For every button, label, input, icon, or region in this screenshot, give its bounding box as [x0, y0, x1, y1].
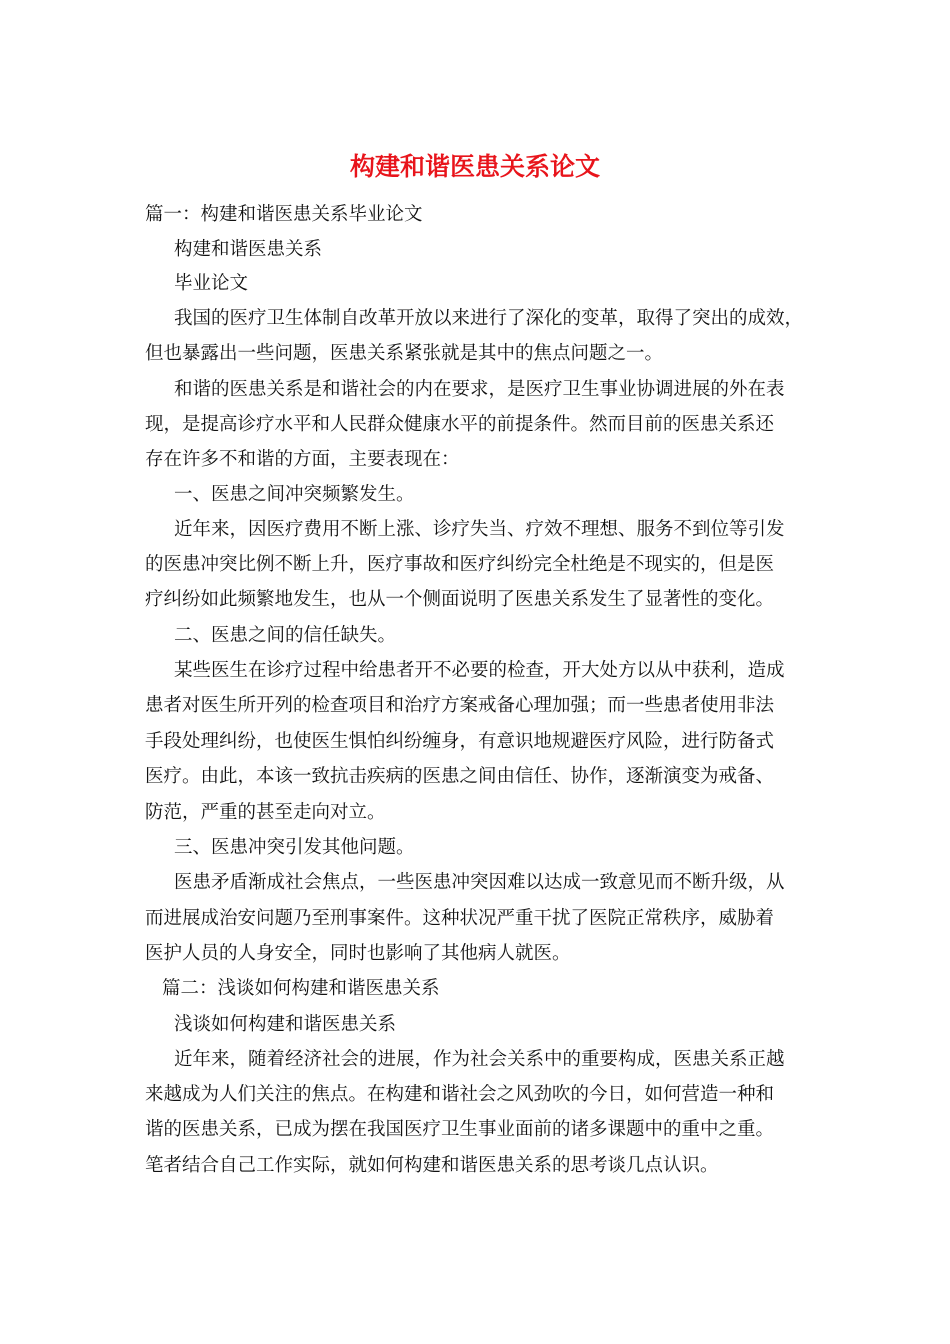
paragraph-line: 谐的医患关系，已成为摆在我国医疗卫生事业面前的诸多课题中的重中之重。 [145, 1119, 775, 1140]
paragraph-line: 和谐的医患关系是和谐社会的内在要求，是医疗卫生事业协调进展的外在表 [174, 379, 785, 400]
paragraph-line: 笔者结合自己工作实际，就如何构建和谐医患关系的思考谈几点认识。 [145, 1155, 719, 1176]
paragraph-line: 但也暴露出一些问题，医患关系紧张就是其中的焦点问题之一。 [145, 343, 664, 364]
paragraph-line: 近年来，因医疗费用不断上涨、诊疗失当、疗效不理想、服务不到位等引发 [174, 519, 785, 540]
point-heading: 二、医患之间的信任缺失。 [174, 625, 397, 646]
subtitle-line: 浅谈如何构建和谐医患关系 [174, 1014, 397, 1035]
subtitle-line: 毕业论文 [174, 273, 249, 294]
paragraph-line: 而进展成治安问题乃至刑事案件。这种状况严重干扰了医院正常秩序，威胁着 [145, 908, 775, 929]
point-heading: 一、医患之间冲突频繁发生。 [174, 484, 415, 505]
paragraph-line: 医疗。由此，本该一致抗击疾病的医患之间由信任、协作，逐渐演变为戒备、 [145, 766, 775, 787]
paragraph-line: 我国的医疗卫生体制自改革开放以来进行了深化的变革，取得了突出的成效， [174, 308, 804, 329]
document-title: 构建和谐医患关系论文 [349, 152, 600, 181]
paragraph-line: 医患矛盾渐成社会焦点，一些医患冲突因难以达成一致意见而不断升级，从 [174, 872, 785, 893]
paragraph-line: 近年来，随着经济社会的进展，作为社会关系中的重要构成，医患关系正越 [174, 1049, 785, 1070]
section-heading-2: 篇二：浅谈如何构建和谐医患关系 [162, 978, 440, 999]
paragraph-line: 现，是提高诊疗水平和人民群众健康水平的前提条件。然而目前的医患关系还 [145, 414, 775, 435]
paragraph-line: 来越成为人们关注的焦点。在构建和谐社会之风劲吹的今日，如何营造一种和 [145, 1084, 775, 1105]
paragraph-line: 患者对医生所开列的检查项目和治疗方案戒备心理加强；而一些患者使用非法 [145, 695, 775, 716]
point-heading: 三、医患冲突引发其他问题。 [174, 837, 415, 858]
paragraph-line: 某些医生在诊疗过程中给患者开不必要的检查，开大处方以从中获利，造成 [174, 660, 785, 681]
paragraph-line: 医护人员的人身安全，同时也影响了其他病人就医。 [145, 943, 571, 964]
section-heading-1: 篇一：构建和谐医患关系毕业论文 [145, 204, 423, 225]
paragraph-line: 疗纠纷如此频繁地发生，也从一个侧面说明了医患关系发生了显著性的变化。 [145, 589, 775, 610]
paragraph-line: 的医患冲突比例不断上升，医疗事故和医疗纠纷完全杜绝是不现实的，但是医 [145, 554, 775, 575]
paragraph-line: 防范，严重的甚至走向对立。 [145, 802, 386, 823]
subtitle-line: 构建和谐医患关系 [174, 239, 323, 260]
paragraph-line: 存在许多不和谐的方面，主要表现在： [145, 449, 460, 470]
paragraph-line: 手段处理纠纷，也使医生惧怕纠纷缠身，有意识地规避医疗风险，进行防备式 [145, 731, 775, 752]
